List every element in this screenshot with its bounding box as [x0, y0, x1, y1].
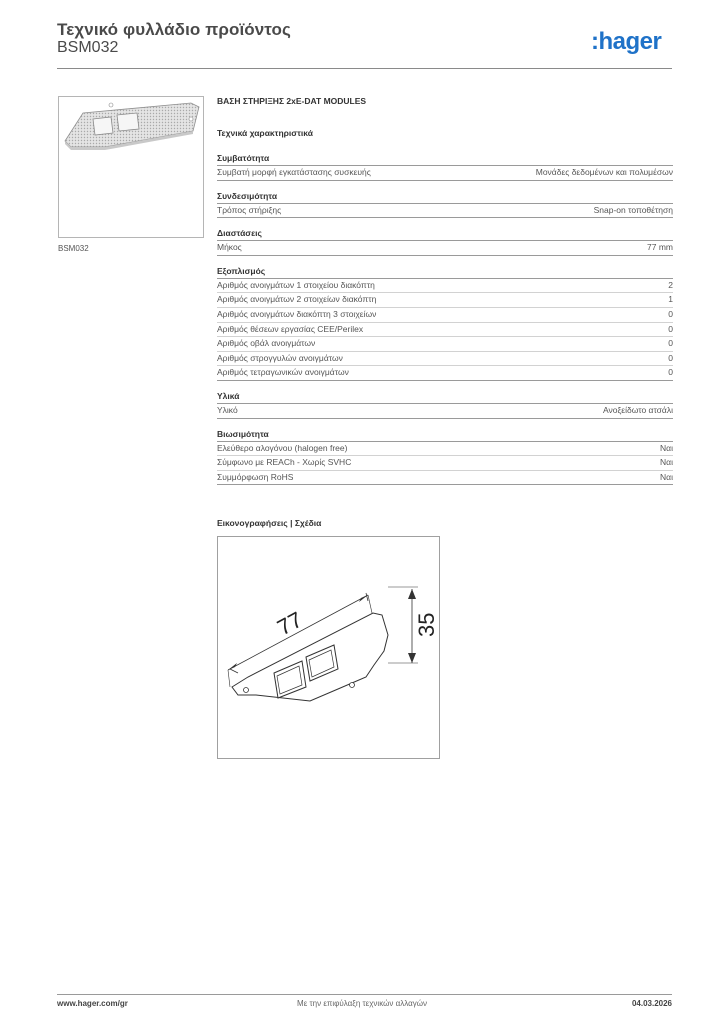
product-code: BSM032	[57, 39, 119, 56]
spec-value: Μονάδες δεδομένων και πολυμέσων	[535, 167, 673, 177]
spec-value: Ανοξείδωτο ατσάλι	[602, 404, 673, 415]
footer-website[interactable]: www.hager.com/gr	[57, 999, 128, 1008]
spec-section	[217, 153, 673, 181]
spec-label: Αριθμός ανοιγμάτων 1 στοιχείου διακόπτη	[217, 279, 375, 290]
spec-section	[217, 266, 673, 381]
spec-label: Συμβατή μορφή εγκατάστασης συσκευής	[217, 167, 371, 177]
section-title: Συμβατότητα	[217, 153, 673, 166]
spec-row	[217, 279, 673, 294]
spec-label: Τρόπος στήριξης	[217, 204, 282, 215]
spec-value: 2	[668, 279, 673, 290]
spec-label: Αριθμός ανοιγμάτων 2 στοιχείων διακόπτη	[217, 294, 377, 305]
spec-row	[217, 404, 673, 419]
spec-label: Συμμόρφωση RoHS	[217, 471, 294, 482]
product-name: ΒΑΣΗ ΣΤΗΡΙΞΗΣ 2xE-DAT MODULES	[217, 96, 367, 106]
footer-note: Με την επιφύλαξη τεχνικών αλλαγών	[297, 999, 427, 1008]
spec-row	[217, 337, 673, 352]
spec-value: Ναι	[660, 471, 673, 482]
spec-section	[217, 391, 673, 419]
spec-label: Σύμφωνο με REACh - Χωρίς SVHC	[217, 457, 352, 468]
spec-value: 0	[668, 352, 673, 363]
spec-content	[217, 96, 673, 495]
spec-value: Snap-on τοποθέτηση	[593, 204, 673, 215]
spec-label: Αριθμός στρογγυλών ανοιγμάτων	[217, 352, 343, 363]
spec-sections	[217, 153, 673, 485]
spec-label: Ελεύθερο αλογόνου (halogen free)	[217, 442, 348, 453]
section-title: Διαστάσεις	[217, 228, 673, 241]
spec-row	[217, 241, 673, 256]
illustrations-title: Εικονογραφήσεις | Σχέδια	[217, 518, 322, 528]
spec-section	[217, 191, 673, 219]
tech-heading: Τεχνικά χαρακτηριστικά	[217, 128, 313, 138]
spec-row	[217, 352, 673, 367]
spec-value: 1	[668, 294, 673, 305]
hager-logo	[591, 27, 675, 57]
page-title: Τεχνικό φυλλάδιο προϊόντος	[57, 20, 291, 39]
spec-section	[217, 228, 673, 256]
spec-value: 77 mm	[647, 242, 673, 253]
spec-label: Αριθμός θέσεων εργασίας CEE/Perilex	[217, 323, 364, 334]
product-photo	[58, 96, 204, 238]
spec-row	[217, 323, 673, 338]
section-title: Εξοπλισμός	[217, 266, 673, 279]
section-title: Βιωσιμότητα	[217, 429, 673, 442]
spec-row	[217, 366, 673, 381]
spec-label: Μήκος	[217, 242, 242, 253]
spec-label: Υλικό	[217, 404, 238, 415]
spec-label: Αριθμός τετραγωνικών ανοιγμάτων	[217, 367, 349, 378]
spec-row	[217, 308, 673, 323]
spec-value: 0	[668, 367, 673, 378]
spec-row	[217, 204, 673, 219]
spec-value: 0	[668, 323, 673, 334]
spec-value: Ναι	[660, 457, 673, 468]
spec-row	[217, 442, 673, 457]
spec-row	[217, 166, 673, 181]
footer-divider	[57, 994, 672, 995]
spec-value: 0	[668, 338, 673, 349]
footer-date: 04.03.2026	[631, 999, 672, 1008]
spec-value: 0	[668, 308, 673, 319]
technical-drawing	[217, 536, 440, 759]
dimension-height-label: 35	[414, 612, 439, 637]
spec-row	[217, 293, 673, 308]
dimension-length-label: 77	[273, 606, 307, 641]
section-title: Συνδεσιμότητα	[217, 191, 673, 204]
logo-text: :hager	[591, 28, 662, 55]
spec-section	[217, 429, 673, 486]
section-title: Υλικά	[217, 391, 673, 404]
photo-caption: BSM032	[58, 244, 89, 253]
spec-label: Αριθμός οβάλ ανοιγμάτων	[217, 338, 316, 349]
spec-row	[217, 456, 673, 471]
header-divider	[57, 68, 672, 69]
spec-row	[217, 471, 673, 486]
spec-label: Αριθμός ανοιγμάτων διακόπτη 3 στοιχείων	[217, 308, 377, 319]
spec-value: Ναι	[660, 442, 673, 453]
